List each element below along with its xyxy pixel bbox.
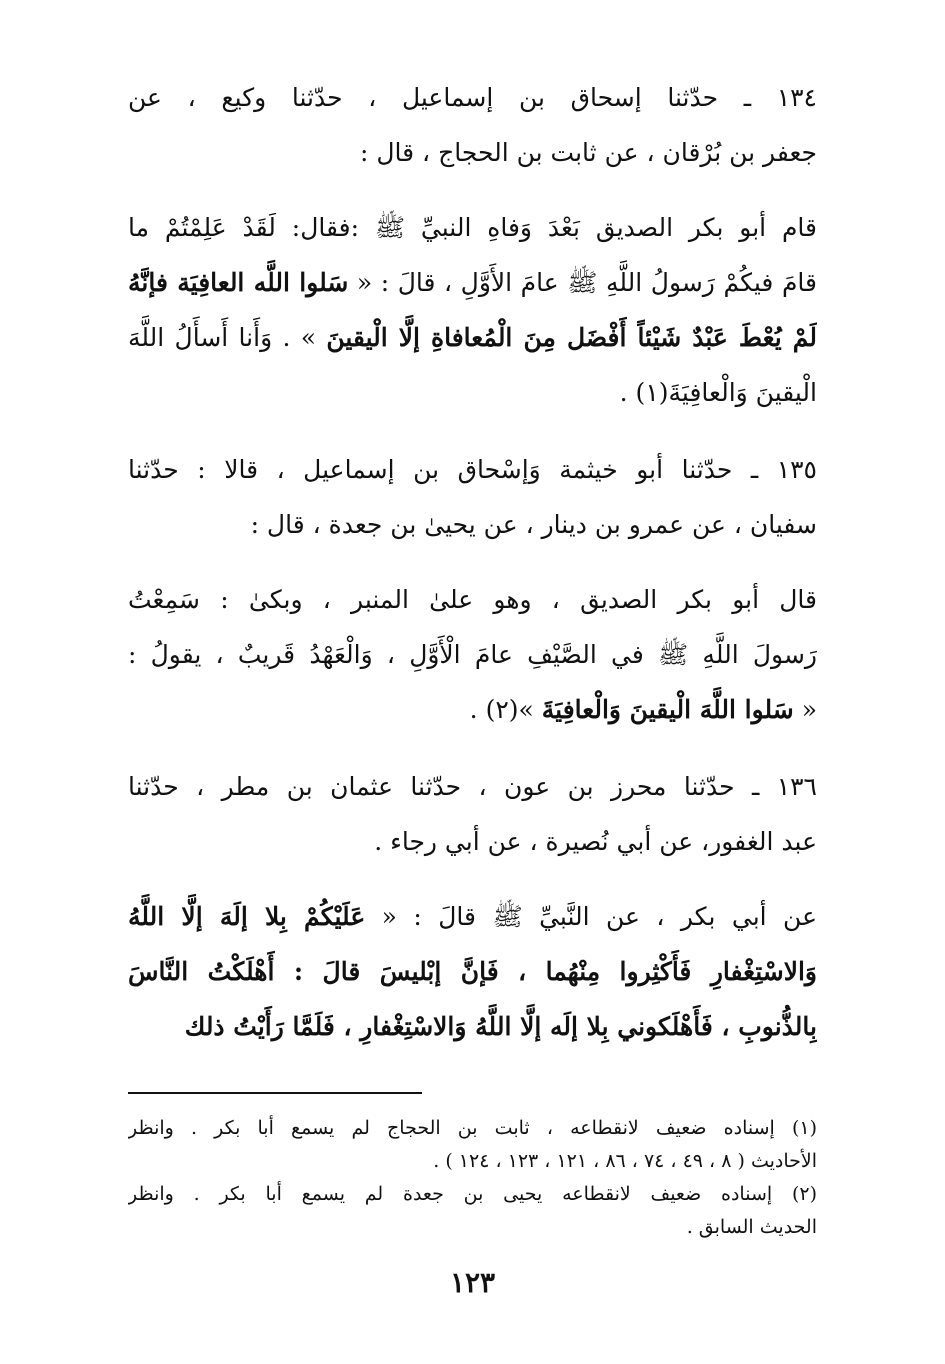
- text-line: [128, 999, 817, 1054]
- hadith-matn: [128, 889, 817, 1054]
- narration-text: قامَ فيكُمْ رَسولُ اللَّهِ ﷺ عامَ الأَوَّلِ ، قالَ : «: [348, 268, 817, 297]
- text-line: [128, 572, 817, 627]
- text-line: سفيان ، عن عمرو بن دينار ، عن يحيىٰ بن جعدة ، قال :: [250, 510, 817, 539]
- hadith-isnad: [128, 70, 817, 180]
- text-line: ١٣٥ ـ حدّثنا أبو خيثمة وَإسْحاق بن إسماعيل ، قالا : حدّثنا: [128, 455, 817, 484]
- text-line: عبد الغفور، عن أبي نُصيرة ، عن أبي رجاء .: [374, 827, 817, 856]
- footnotes: [128, 1112, 817, 1244]
- text-line: [128, 255, 817, 310]
- footnote-line: (١) إسناده ضعيف لانقطاعه ، ثابت بن الحجاج لم يسمع أبا بكر . وانظر: [128, 1117, 817, 1139]
- narration-text: رَسولَ اللَّهِ ﷺ في الصَّيْفِ عامَ الْأَوَّلِ ، وَالْعَهْدُ قَريبٌ ، يقولُ :: [128, 640, 817, 669]
- footnote: [128, 1178, 817, 1244]
- footnote-line: الحديث السابق .: [686, 1216, 817, 1238]
- narration-text: الْيقينَ وَالْعافِيَةَ(١) .: [619, 378, 817, 407]
- footnote-separator-wrap: [128, 1092, 817, 1094]
- footnote: [128, 1112, 817, 1178]
- narration-text: » . وَأَنا أَسأَلُ اللَّهَ: [128, 323, 327, 352]
- text-line: [128, 682, 817, 737]
- page-number: ١٢٣: [449, 1266, 496, 1299]
- footnote-line: الأحاديث ( ٨ ، ٤٩ ، ٧٤ ، ٨٦ ، ١٢١ ، ١٢٣ ، ١٢٤ ) .: [433, 1150, 817, 1172]
- text-line: [128, 889, 817, 944]
- text-line: [128, 944, 817, 999]
- prophetic-quote: وَالاسْتِغْفارِ فَأَكْثِروا مِنْهُما ، فَإنَّ إبْليسَ قالَ : أَهْلَكْتُ النَّاسَ: [128, 957, 817, 986]
- narration-text: عن أبي بكر ، عن النَّبيِّ ﷺ قالَ : «: [365, 902, 817, 931]
- prophetic-quote: عَلَيْكُمْ بِلا إلَهَ إلَّا اللَّهُ: [128, 902, 366, 931]
- footnote-separator: [128, 1092, 422, 1094]
- text-line: جعفر بن بُرْقان ، عن ثابت بن الحجاج ، قال :: [360, 138, 817, 167]
- narration-text: قال أبو بكر الصديق ، وهو علىٰ المنبر ، وبكىٰ : سَمِعْتُ: [128, 585, 817, 614]
- text-line: [128, 365, 817, 420]
- hadith-isnad: [128, 759, 817, 869]
- narration-text: «: [793, 695, 817, 724]
- text-line: [128, 310, 817, 365]
- hadith-matn: [128, 200, 817, 420]
- main-text: [128, 70, 817, 1054]
- prophetic-quote: سَلوا اللَّه العافِيَة فإنَّهُ: [128, 268, 349, 297]
- footnote-line: (٢) إسناده ضعيف لانقطاعه يحيى بن جعدة لم يسمع أبا بكر . وانظر: [128, 1183, 817, 1205]
- narration-text: »(٢) .: [469, 695, 542, 724]
- hadith-matn: [128, 572, 817, 737]
- prophetic-quote: بِالذُّنوبِ ، فَأَهْلَكوني بِلا إلَه إلَّا اللَّهُ وَالاسْتِغْفارِ ، فَلَمَّا رَأَيْتُ ذلك: [184, 1012, 817, 1041]
- prophetic-quote: لَمْ يُعْطَ عَبْدٌ شَيْئاً أَفْضَل مِنَ الْمُعافاةِ إلَّا الْيقينَ: [326, 323, 817, 352]
- hadith-isnad: [128, 442, 817, 552]
- text-line: [128, 200, 817, 255]
- text-line: ١٣٦ ـ حدّثنا محرز بن عون ، حدّثنا عثمان بن مطر ، حدّثنا: [128, 772, 817, 801]
- text-line: ١٣٤ ـ حدّثنا إسحاق بن إسماعيل ، حدّثنا وكيع ، عن: [128, 83, 817, 112]
- narration-text: قام أبو بكر الصديق بَعْدَ وَفاهِ النبيِّ ﷺ :فقال: لَقَدْ عَلِمْتُمْ ما: [128, 213, 817, 242]
- prophetic-quote: سَلوا اللَّهَ الْيقينَ وَالْعافِيَةَ: [541, 695, 794, 724]
- text-line: [128, 627, 817, 682]
